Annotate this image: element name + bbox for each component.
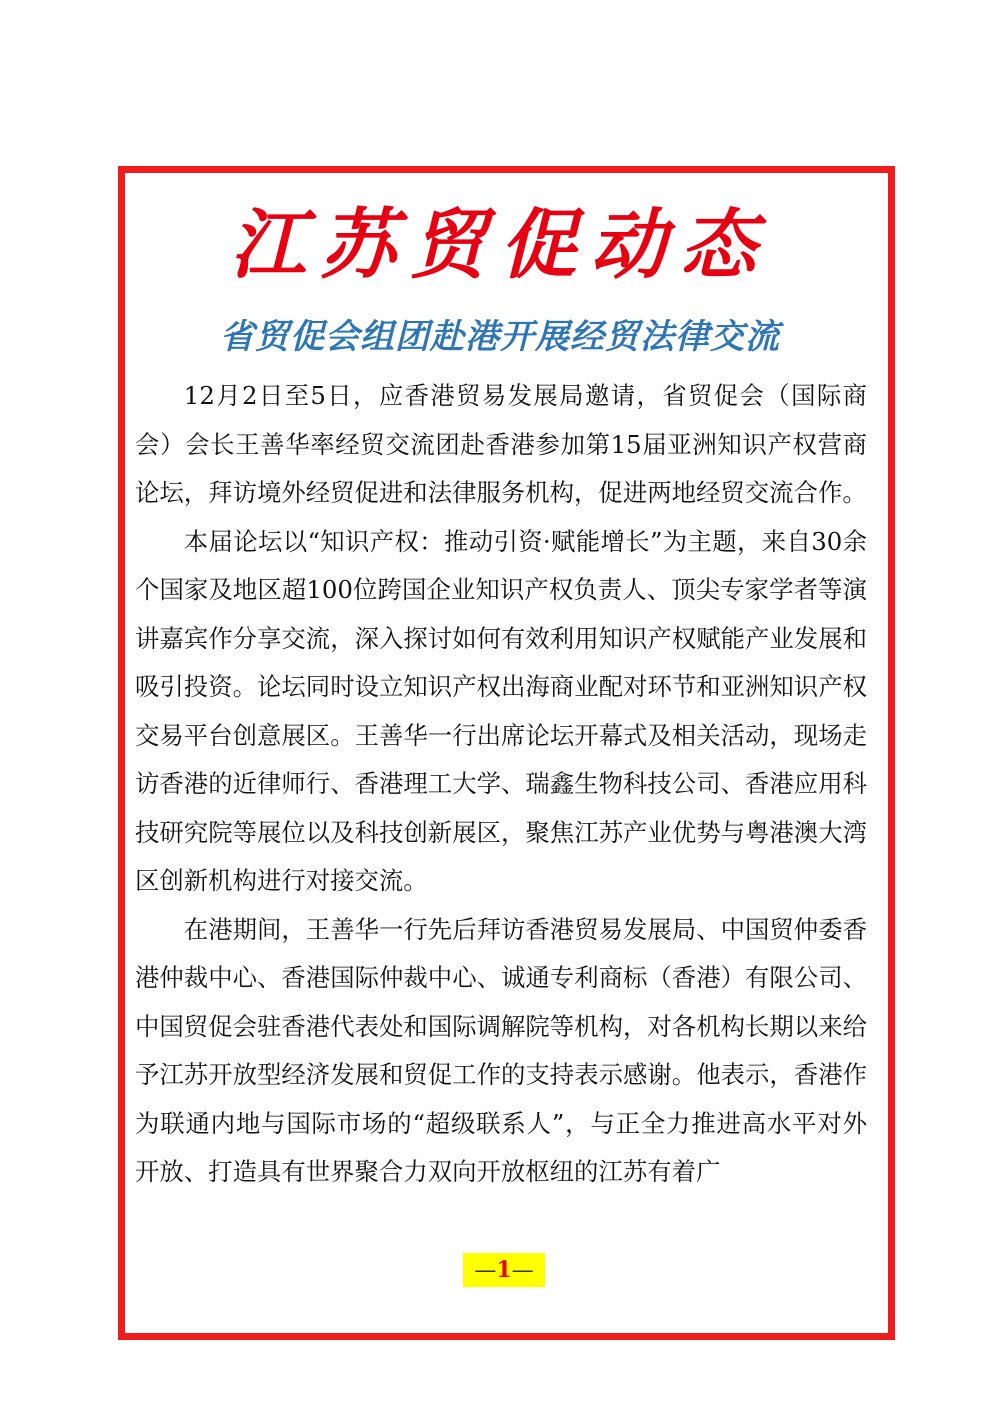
page-number-dash-right: — <box>511 1258 534 1283</box>
masthead-title: 江苏贸促动态 <box>230 200 770 289</box>
page-number-dash-left: — <box>474 1258 497 1283</box>
page-number-digit: 1 <box>496 1257 512 1283</box>
paragraph-1: 12月2日至5日，应香港贸易发展局邀请，省贸促会（国际商会）会长王善华率经贸交流团赴香港参加第15届亚洲知识产权营商论坛，拜访境外经贸促进和法律服务机构，促进两地经贸交流合作。 <box>135 381 867 507</box>
paragraph-2: 本届论坛以“知识产权：推动引资·赋能增长”为主题，来自30余个国家及地区超100位跨国企业知识产权负责人、顶尖专家学者等演讲嘉宾作分享交流，深入探讨如何有效利用知识产权赋能产业发展和吸引投资。论坛同时设立知识产权出海商业配对环节和亚洲知识产权交易平台创意展区。王善华一行出席论坛开幕式及相关活动，现场走访香港的近律师行、香港理工大学、瑞鑫生物科技公司、香港应用科技研究院等展位以及科技创新展区，聚焦江苏产业优势与粤港澳大湾区创新机构进行对接交流。 <box>135 526 867 895</box>
article-headline: 省贸促会组团赴港开展经贸法律交流 <box>220 317 780 357</box>
page-number <box>463 1253 545 1287</box>
article-body <box>135 372 867 1197</box>
paragraph-3: 在港期间，王善华一行先后拜访香港贸易发展局、中国贸仲委香港仲裁中心、香港国际仲裁中心、诚通专利商标（香港）有限公司、中国贸促会驻香港代表处和国际调解院等机构，对各机构长期以来给予江苏开放型经济发展和贸促工作的支持表示感谢。他表示，香港作为联通内地与国际市场的“超级联系人”，与正全力推进高水平对外开放、打造具有世界聚合力双向开放枢纽的江苏有着广 <box>135 914 867 1186</box>
